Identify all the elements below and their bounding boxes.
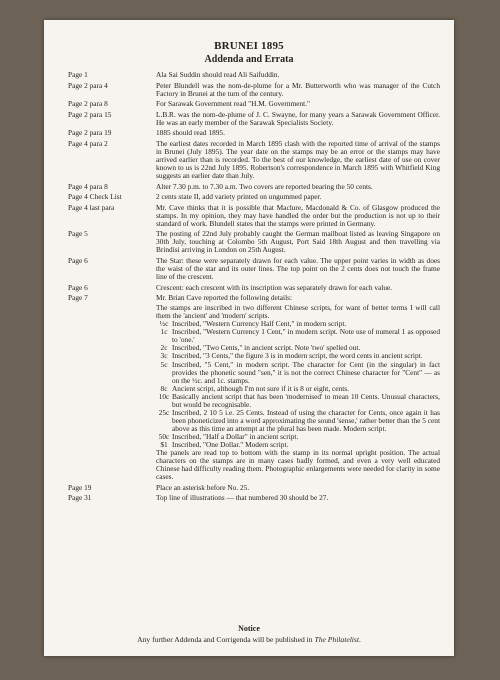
page-reference: Page 19 [68, 482, 92, 492]
page-reference: Page 31 [68, 493, 92, 503]
errata-entry [68, 494, 440, 502]
page7-paragraph: The stamps are inscribed in two different Chinese scripts, for want of better terms I will call them the 'ancient' and 'modern' scripts. [156, 303, 440, 321]
errata-entry [68, 284, 440, 292]
errata-text: The earliest dates recorded in March 1895 clash with the reported time of arrival of the stamps in Brunei (July 1895). The year date on the stamps may be an error or the stamps may have arrived earlier than is recorded. To the best of our knowledge, the earliest date of use on cover known to us is 22nd July 1895. Robertson's correspondence in March 1895 with Whitfield King suggests an earlier date than July. [156, 138, 440, 181]
page-reference: Page 1 [68, 70, 88, 79]
errata-entry [68, 257, 440, 281]
stamp-inscription-item [156, 361, 440, 385]
notice-publication: The Philatelist [314, 635, 359, 644]
page-reference: Page 2 para 19 [68, 128, 112, 138]
errata-entry [68, 193, 440, 201]
errata-text: Alter 7.30 p.m. to 7.30 a.m. Two covers are reported bearing the 50 cents. [156, 181, 373, 191]
notice-text-before: Any further Addenda and Corrigenda will be published in [137, 635, 315, 644]
stamp-inscription: Inscribed, "Two Cents," in ancient script. Note 'two' spelled out. [172, 343, 361, 353]
stamp-value: 50c [158, 431, 170, 441]
page7-closing-paragraph: The panels are read top to bottom with the stamp in its normal upright position. The actual characters on the stamps are in many cases badly formed, and even a very well educated Chinese had difficulty reading them. Photographic enlargements were needed for clarity in some cases. [156, 448, 440, 482]
errata-text: 1885 should read 1895. [156, 128, 225, 138]
stamp-value: 5c [160, 359, 168, 369]
page-reference: Page 4 para 8 [68, 181, 108, 191]
page-reference: Page 2 para 4 [68, 80, 108, 90]
stamp-value: 3c [160, 351, 168, 361]
errata-text: The posting of 22nd July probably caught the German mailboat listed as leaving Singapore on 30th July, touching at Colombo 5th August, Port Said 18th August and then travelling via Brindisi arriving in London on 25th August. [156, 229, 440, 255]
errata-entry [68, 230, 440, 254]
stamp-inscription: Inscribed, "Half a Dollar" in ancient script. [172, 431, 299, 441]
errata-entry [68, 183, 440, 191]
errata-entry [68, 129, 440, 137]
stamp-value: 8c [160, 383, 168, 393]
page-reference: Page 2 para 8 [68, 99, 108, 109]
notice-heading: Notice [238, 624, 260, 633]
errata-list [68, 71, 440, 505]
errata-text: 2 cents state II, add variety printed on ungummed paper. [156, 192, 322, 202]
errata-text: Peter Blundell was the nom-de-plume for a Mr. Butterworth who was manager of the Cutch Factory in Brunei at the turn of the century. [156, 80, 440, 98]
notice-text [44, 635, 454, 644]
errata-entry [68, 484, 440, 492]
stamp-inscription: Inscribed, 2 10 5 i.e. 25 Cents. Instead of using the character for Cents, once again it has been phoneticized into a word approximating the sound 'sense,' rather better than the 5 cent above as this time an attempt at the plural has been made. Modern script. [172, 407, 440, 433]
stamp-inscription: Inscribed, "One Dollar." Modern script. [172, 439, 289, 449]
stamp-inscription: Inscribed, "Western Currency 1 Cent," in modern script. Note use of numeral 1 as opposed to 'one.' [172, 327, 440, 345]
errata-text: L.B.R. was the nom-de-plume of J. C. Swayne, for many years a Sarawak Government Officer. He was an early member of the Sarawak Specialists Society. [156, 109, 440, 127]
stamp-inscription: Basically ancient script that has been 'modernised' to mean 10 Cents. Unusual characters, but would be recognisable. [172, 391, 440, 409]
errata-text: Top line of illustrations — that numbered 30 should be 27. [156, 493, 329, 503]
document-page [44, 20, 454, 656]
page-reference: Page 4 Check List [68, 192, 122, 202]
page-reference: Page 2 para 15 [68, 109, 112, 119]
stamp-inscription: Inscribed, "5 Cent," in modern script. The character for Cent (in the singular) in fact provides the phonetic sound "sen," it is not the correct Chinese character for "Cent" — as on the ½c. and 1c. stamps. [172, 359, 440, 385]
page7-intro: Mr. Brian Cave reported the following details: [156, 293, 293, 303]
page-reference: Page 6 [68, 282, 88, 292]
stamp-inscription: Ancient script, although I'm not sure if it is 8 or eight, cents. [172, 383, 349, 393]
errata-entry [68, 82, 440, 98]
notice-text-after: . [358, 635, 361, 644]
stamp-value: $1 [160, 439, 168, 449]
stamp-inscription-item [156, 409, 440, 433]
stamp-value: 10c [158, 391, 170, 401]
page-reference: Page 7 [68, 293, 88, 303]
stamp-inscription-item [156, 328, 440, 344]
document-subtitle: Addenda and Errata [204, 54, 294, 65]
errata-text: Mr. Cave thinks that it is possible that Maclure, Macdonald & Co. of Glasgow produced the stamps. In my opinion, they may have handled the order but the production is not up to their standard of work. Blundell states that the stamps were printed in Germany. [156, 202, 440, 228]
stamp-value: 2c [160, 343, 168, 353]
page-reference: Page 4 last para [68, 202, 115, 212]
stamp-inscription-item [156, 393, 440, 409]
errata-text: Ala Sai Suddin should read Ali Saifuddin. [156, 70, 280, 79]
page-reference: Page 5 [68, 229, 88, 239]
errata-entry [68, 100, 440, 108]
page-reference: Page 4 para 2 [68, 138, 108, 148]
stamp-value: ½c [159, 319, 169, 329]
errata-entry [68, 71, 440, 79]
errata-entry [68, 140, 440, 180]
errata-text: The Star: these were separately drawn for each value. The upper point varies in width as does the waist of the star and its outer lines. The top point on the 2 cents does not touch the frame line of the crescent. [156, 255, 440, 282]
errata-text: Crescent: each crescent with its inscription was separately drawn for each value. [156, 282, 393, 292]
errata-entry [68, 111, 440, 127]
stamp-value: 1c [160, 327, 168, 337]
stamp-inscription: Inscribed, "Western Currency Half Cent," in modern script. [172, 319, 347, 329]
errata-entry [68, 204, 440, 228]
errata-text: Place an asterisk before No. 25. [156, 482, 250, 492]
document-title: BRUNEI 1895 [214, 40, 284, 52]
stamp-value: 25c [158, 407, 170, 417]
page-reference: Page 6 [68, 255, 88, 265]
errata-text: For Sarawak Government read "H.M. Government." [156, 99, 311, 109]
stamp-inscription: Inscribed, "3 Cents," the figure 3 is in modern script, the word cents in ancient script. [172, 351, 423, 361]
errata-entry-page7 [68, 294, 440, 481]
errata-text [156, 294, 440, 481]
